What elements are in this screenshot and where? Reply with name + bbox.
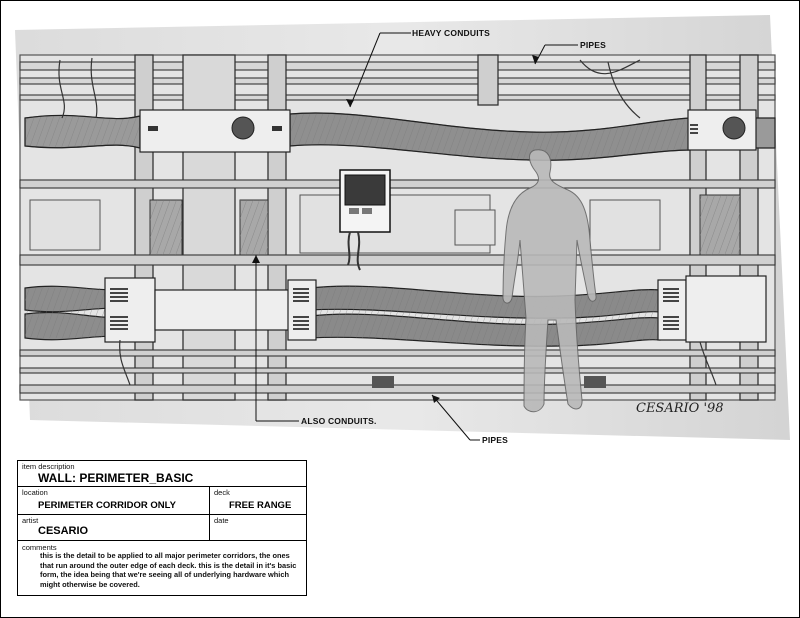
- location-row: [18, 486, 306, 515]
- callout-pipes-top: PIPES: [580, 40, 607, 50]
- callout-pipes-bottom: PIPES: [482, 435, 509, 445]
- artist-value: CESARIO: [38, 525, 89, 537]
- item-description-label: item description: [22, 462, 75, 471]
- date-label: date: [214, 516, 229, 525]
- divider: [209, 514, 210, 540]
- location-value: PERIMETER CORRIDOR ONLY: [38, 500, 176, 511]
- divider: [209, 486, 210, 514]
- callout-also-conduits: ALSO CONDUITS.: [301, 416, 377, 426]
- item-description-row: [18, 461, 306, 487]
- item-description-value: WALL: PERIMETER_BASIC: [38, 471, 194, 485]
- deck-label: deck: [214, 488, 230, 497]
- comments-text: this is the detail to be applied to all major perimeter corridors, the ones that run around the outer edge of each deck. this is the detail in it's basic form, the idea being that we're seeing all of underlying hardware which might otherwise be covered.: [40, 551, 297, 589]
- deck-value: FREE RANGE: [229, 500, 292, 511]
- comments-label: comments: [22, 543, 57, 552]
- location-label: location: [22, 488, 48, 497]
- title-block: [17, 460, 307, 596]
- callout-heavy-conduits: HEAVY CONDUITS: [412, 28, 491, 38]
- artist-signature: CESARIO '98: [636, 401, 724, 416]
- artist-row: [18, 514, 306, 541]
- artist-label: artist: [22, 516, 39, 525]
